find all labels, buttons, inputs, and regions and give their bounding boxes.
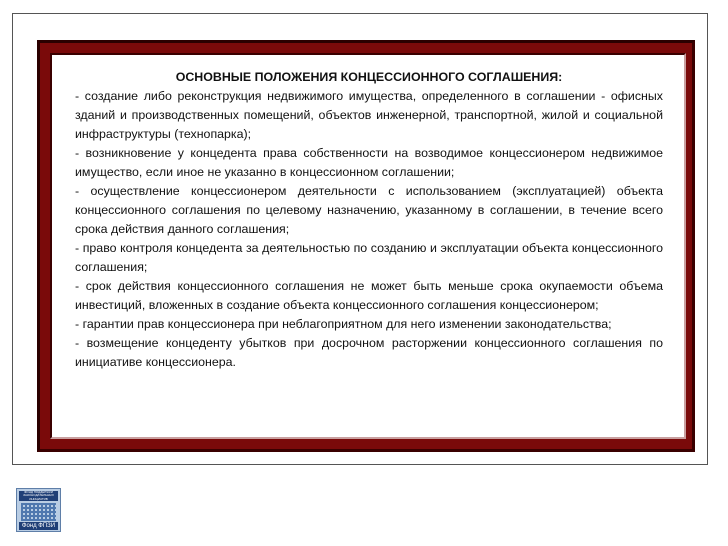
provision-paragraph: - право контроля концедента за деятельностью по созданию и эксплуатации объекта концессионного соглашения; bbox=[75, 241, 663, 274]
content-panel bbox=[50, 53, 686, 439]
slide-title: ОСНОВНЫЕ ПОЛОЖЕНИЯ КОНЦЕССИОННОГО СОГЛАШЕНИЯ: bbox=[175, 70, 563, 84]
text-body bbox=[75, 68, 663, 372]
fund-logo bbox=[16, 488, 61, 532]
provision-paragraph: - гарантии прав концессионера при неблагоприятном для него изменении законодательства; bbox=[75, 317, 612, 331]
provision-paragraph: - осуществление концессионером деятельности с использованием (эксплуатацией) объекта концессионного соглашения по целевому назначению, указанному в соглашении, в течение всего срока действия данного соглашения; bbox=[75, 184, 663, 236]
provision-paragraph: - возникновение у концедента права собственности на возводимое концессионером недвижимое имущество, если иное не указанно в концессионном соглашении; bbox=[75, 146, 663, 179]
provision-paragraph: - срок действия концессионного соглашения не может быть меньше срока окупаемости объема инвестиций, вложенных в создание объекта концессионного соглашения концессионером; bbox=[75, 279, 663, 312]
content-frame bbox=[37, 40, 695, 452]
provision-paragraph: - создание либо реконструкция недвижимого имущества, определенного в соглашении - офисных зданий и производственных помещений, объектов инженерной, транспортной, жилой и социальной инфраструктуры (технопарка); bbox=[75, 89, 663, 141]
logo-caption: Фонд ФПЗИ bbox=[19, 522, 58, 530]
logo-pattern-icon bbox=[21, 503, 56, 521]
provision-paragraph: - возмещение концеденту убытков при досрочном расторжении концессионного соглашения по инициативе концессионера. bbox=[75, 336, 663, 369]
logo-header-text: ФОНД ПОДДЕРЖКИ ЗАКОНОДАТЕЛЬНЫХ ИНИЦИАТИВ bbox=[19, 491, 58, 501]
